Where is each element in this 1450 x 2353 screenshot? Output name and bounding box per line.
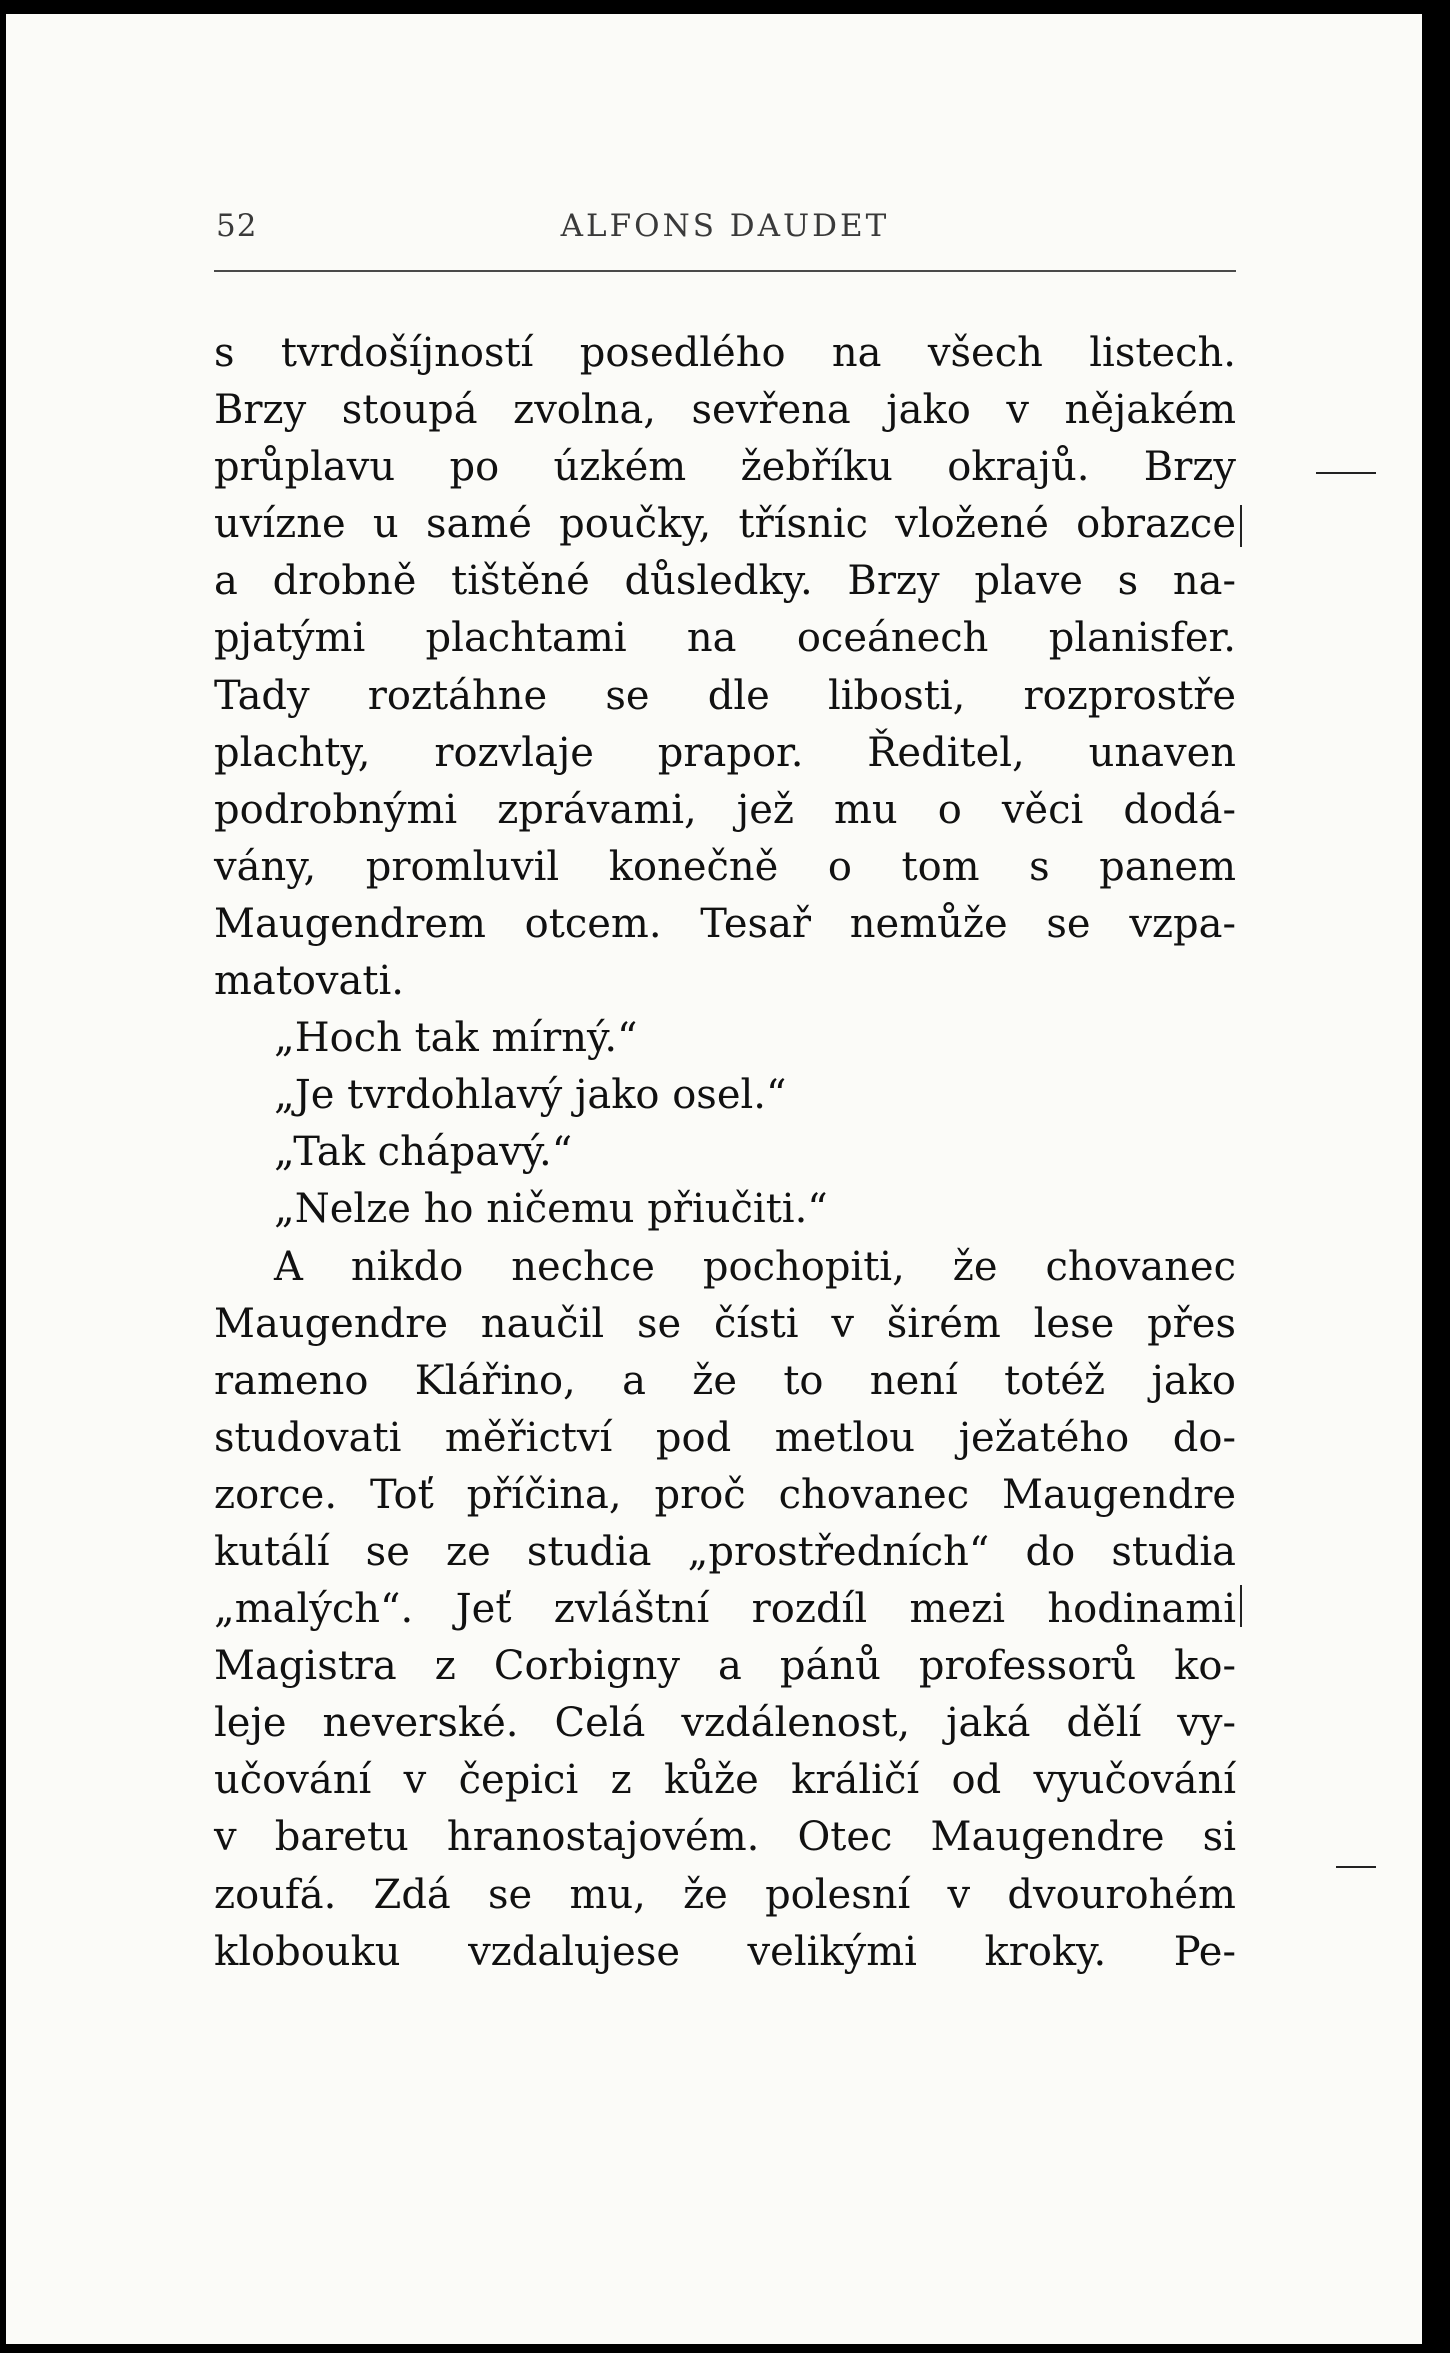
text-line: Brzy stoupá zvolna, sevřena jako v nějakém bbox=[214, 387, 1236, 434]
text-line: „malých“. Jeť zvláštní rozdíl mezi hodinami bbox=[214, 1586, 1236, 1633]
scan-mark bbox=[1240, 505, 1242, 547]
scan-mark bbox=[1316, 472, 1376, 474]
text-line: Magistra z Corbigny a pánů professorů ko- bbox=[214, 1643, 1236, 1690]
scan-mark bbox=[1336, 1866, 1376, 1868]
text-line: průplavu po úzkém žebříku okrajů. Brzy bbox=[214, 444, 1236, 491]
text-line: podrobnými zprávami, jež mu o věci dodá- bbox=[214, 786, 1236, 833]
text-line: s tvrdošíjností posedlého na všech listech. bbox=[214, 330, 1236, 376]
running-header bbox=[210, 208, 1240, 248]
dialogue-line: „Hoch tak mírný.“ bbox=[274, 1015, 638, 1062]
dialogue-line: „Tak chápavý.“ bbox=[274, 1129, 573, 1176]
text-line: uvízne u samé poučky, třísnic vložené obrazce bbox=[214, 501, 1236, 548]
text-line: plachty, rozvlaje prapor. Ředitel, unaven bbox=[214, 729, 1236, 776]
text-line: učování v čepici z kůže králičí od vyučování bbox=[214, 1757, 1236, 1804]
dialogue-line: „Je tvrdohlavý jako osel.“ bbox=[274, 1072, 787, 1119]
page-number: 52 bbox=[216, 208, 258, 244]
text-line: leje neverské. Celá vzdálenost, jaká dělí vy- bbox=[214, 1700, 1236, 1747]
text-line: a drobně tištěné důsledky. Brzy plave s na- bbox=[214, 558, 1236, 605]
text-line: Tady roztáhne se dle libosti, rozprostře bbox=[214, 672, 1236, 719]
text-line: pjatými plachtami na oceánech planisfer. bbox=[214, 615, 1236, 662]
dialogue-line: „Nelze ho ničemu přiučiti.“ bbox=[274, 1186, 828, 1233]
text-line: v baretu hranostajovém. Otec Maugendre si bbox=[214, 1814, 1236, 1861]
text-line: rameno Klářino, a že to není totéž jako bbox=[214, 1357, 1236, 1404]
text-line: Maugendre naučil se čísti v širém lese přes bbox=[214, 1300, 1236, 1347]
text-line: vány, promluvil konečně o tom s panem bbox=[214, 843, 1236, 890]
text-line: klobouku vzdalujese velikými kroky. Pe- bbox=[214, 1928, 1236, 1975]
header-rule bbox=[214, 270, 1236, 272]
text-line: kutálí se ze studia „prostředních“ do studia bbox=[214, 1528, 1236, 1575]
text-line: zoufá. Zdá se mu, že polesní v dvourohém bbox=[214, 1871, 1236, 1918]
scan-mark bbox=[1240, 1585, 1242, 1627]
text-line: studovati měřictví pod metlou ježatého do- bbox=[214, 1414, 1236, 1461]
running-title: ALFONS DAUDET bbox=[560, 208, 890, 244]
paragraph-first-line: A nikdo nechce pochopiti, že chovanec bbox=[274, 1243, 1236, 1290]
text-line: matovati. bbox=[214, 958, 404, 1005]
text-line: zorce. Toť příčina, proč chovanec Maugendre bbox=[214, 1471, 1236, 1518]
page-text bbox=[214, 325, 1236, 1981]
text-line: Maugendrem otcem. Tesař nemůže se vzpa- bbox=[214, 900, 1236, 947]
